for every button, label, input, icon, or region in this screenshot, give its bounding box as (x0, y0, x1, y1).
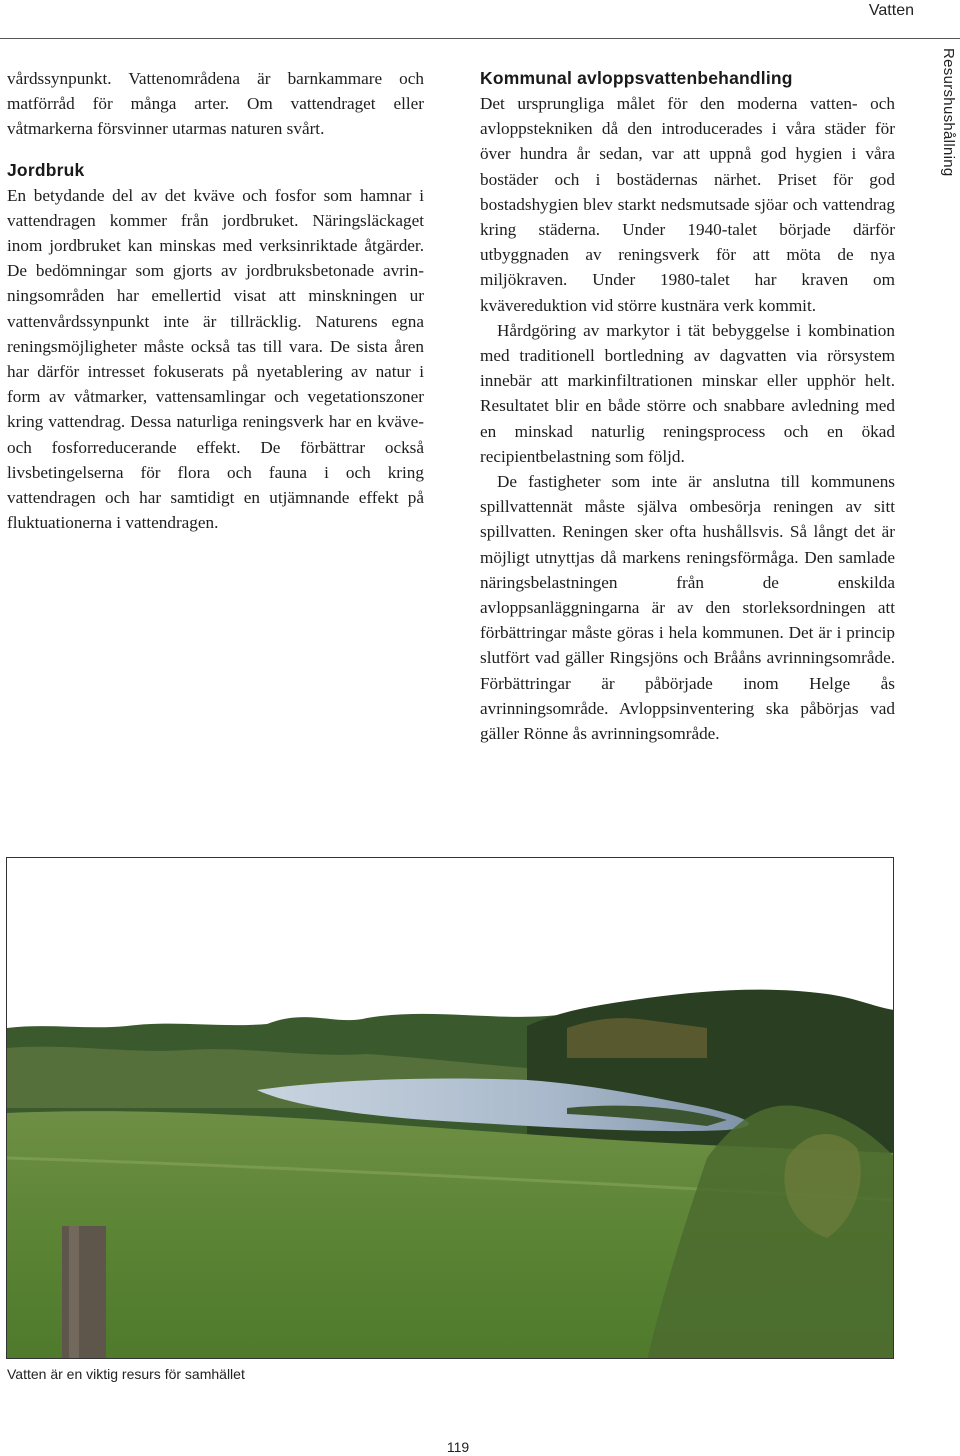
fence-post-highlight (69, 1226, 79, 1359)
section-heading-jordbruk: Jordbruk (7, 159, 85, 180)
right-column (480, 66, 895, 746)
running-head: Vatten (868, 2, 914, 19)
side-tab (937, 48, 959, 208)
fence-post (62, 1226, 106, 1359)
lake-photo (6, 857, 894, 1359)
avlopp-paragraph-3: De fastigheter som inte är anslutna till kommunens spillvattennät måste själva ombesörja reningen av sitt spillvatten. Reningen sker ofta hushållsvis. Så långt det är möjligt utnyttjas då markens reningsförmåga. Den samlade näringsbelastningen från de enskilda avloppsanläggningarna är av den storleksordningen att förbättringar måste göras i hela kommunen. Det är i princip slutfört vad gäller Ringsjöns och Brååns avrinningsområde. Förbättringar är påbörjade inom Helge ås avrinningsområde. Avloppsinventering ska påbörjas vad gäller Rönne ås avrinningsområde. (480, 472, 895, 744)
left-column (7, 66, 424, 535)
jordbruk-paragraph: En betydande del av det kväve och fosfor som hamnar i vattendragen kommer från jordbruket. Näringsläckaget inom jordbruket kan minskas med verksinriktade åtgärder. De bedömningar som gjorts av jordbruksbetonade avrinningsområden har emellertid visat att minskningen ur vattenvårdssynpunkt inte är tillräcklig. Naturens egna reningsmöjligheter måste också tas till vara. De sista åren har därför intresset fokuserats på nyetablering av natur i form av våtmarker, vattensamlingar och vegetationszoner kring vattendrag. Dessa naturliga reningsverk har en kväve- och fosforreducerande effekt. De förbättrar också livsbetingelserna för flora och fauna i och kring vattendragen och har samtidigt en utjämnande effekt på fluktuationerna i vattendragen. (7, 185, 424, 533)
avlopp-paragraph-1: Det ursprungliga målet för den moderna vatten- och avloppstekniken då den introducerades i våra städer för över hundra år sedan, var att uppnå god hygien i våra bostäder och i bostädernas närhet. Priset för god bostadshygien blev starkt nedsmutsade sjöar och vattendrag kring städerna. Under 1940-talet började därför utbyggnaden av reningsverk för att möta de nya miljökraven. Under 1980-talet har kraven om kvävereduktion vid större kustnära verk kommit. (480, 94, 895, 315)
page-number: 119 (446, 1439, 470, 1455)
intro-paragraph: vårdssynpunkt. Vattenområdena är barnkammare och matförråd för många arter. Om vattendraget eller våtmarkerna försvinner utarmas naturen svårt. (7, 69, 424, 139)
avlopp-paragraph-2: Hårdgöring av markytor i tät bebyggelse i kombination med traditionell bortledning av dagvatten via rörsystem innebär att markinfiltrationen minskar eller upphör helt. Resultatet blir en både större och snabbare avledning med en minskad naturlig reningsprocess och en ökad recipientbelastning som följd. (480, 320, 895, 466)
header-rule (0, 38, 960, 39)
side-tab-label: Resurshushållning (940, 48, 957, 177)
figure-caption: Vatten är en viktig resurs för samhället (7, 1366, 245, 1382)
section-heading-avlopp: Kommunal avloppsvattenbehandling (480, 68, 793, 88)
